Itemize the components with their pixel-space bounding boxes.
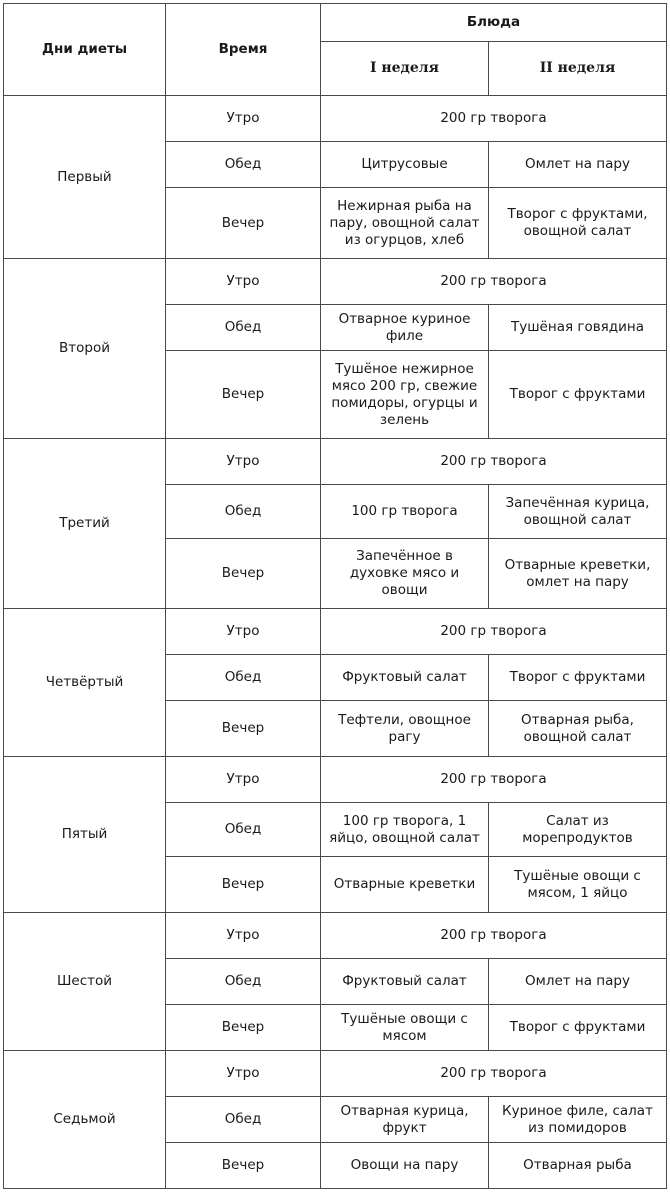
day-name: Второй [4, 259, 166, 439]
meal-both-weeks: 200 гр творога [321, 757, 667, 803]
meal-week-2: Отварные креветки, омлет на пару [489, 539, 667, 609]
day-name: Третий [4, 439, 166, 609]
meal-week-1: Нежирная рыба на пару, овощной салат из огурцов, хлеб [321, 188, 489, 259]
meal-week-1: Овощи на пару [321, 1143, 489, 1189]
meal-time: Обед [166, 142, 321, 188]
meal-week-1: Цитрусовые [321, 142, 489, 188]
meal-week-2: Творог с фруктами [489, 1005, 667, 1051]
meal-both-weeks: 200 гр творога [321, 259, 667, 305]
meal-week-1: 100 гр творога [321, 485, 489, 539]
table-row [4, 259, 667, 305]
meal-week-2: Тушёные овощи с мясом, 1 яйцо [489, 857, 667, 913]
meal-both-weeks: 200 гр творога [321, 96, 667, 142]
meal-week-1: 100 гр творога, 1 яйцо, овощной салат [321, 803, 489, 857]
meal-time: Утро [166, 609, 321, 655]
meal-week-2: Куриное филе, салат из помидоров [489, 1097, 667, 1143]
day-name: Седьмой [4, 1051, 166, 1189]
meal-week-2: Омлет на пару [489, 959, 667, 1005]
meal-time: Обед [166, 485, 321, 539]
table-row [4, 913, 667, 959]
meal-week-2: Тушёная говядина [489, 305, 667, 351]
day-name: Четвёртый [4, 609, 166, 757]
meal-time: Вечер [166, 857, 321, 913]
header-week-2: II неделя [489, 42, 667, 96]
meal-time: Обед [166, 655, 321, 701]
meal-time: Обед [166, 1097, 321, 1143]
day-name: Первый [4, 96, 166, 259]
meal-time: Вечер [166, 1005, 321, 1051]
day-name: Пятый [4, 757, 166, 913]
table-row [4, 439, 667, 485]
meal-time: Утро [166, 757, 321, 803]
day-name: Шестой [4, 913, 166, 1051]
header-time: Время [166, 4, 321, 96]
meal-week-1: Отварная курица, фрукт [321, 1097, 489, 1143]
meal-week-1: Фруктовый салат [321, 959, 489, 1005]
meal-week-2: Творог с фруктами [489, 351, 667, 439]
meal-week-1: Тушёное нежирное мясо 200 гр, свежие помидоры, огурцы и зелень [321, 351, 489, 439]
meal-week-1: Отварное куриное филе [321, 305, 489, 351]
meal-time: Утро [166, 96, 321, 142]
meal-time: Вечер [166, 1143, 321, 1189]
table-row [4, 96, 667, 142]
diet-table [3, 3, 667, 1189]
table-row [4, 1051, 667, 1097]
meal-time: Вечер [166, 188, 321, 259]
meal-week-1: Тушёные овощи с мясом [321, 1005, 489, 1051]
meal-week-2: Омлет на пару [489, 142, 667, 188]
meal-week-1: Тефтели, овощное рагу [321, 701, 489, 757]
meal-time: Обед [166, 959, 321, 1005]
meal-week-2: Отварная рыба [489, 1143, 667, 1189]
meal-time: Вечер [166, 351, 321, 439]
header-week-1: I неделя [321, 42, 489, 96]
meal-week-1: Запечённое в духовке мясо и овощи [321, 539, 489, 609]
meal-week-2: Отварная рыба, овощной салат [489, 701, 667, 757]
meal-both-weeks: 200 гр творога [321, 1051, 667, 1097]
meal-time: Утро [166, 439, 321, 485]
meal-time: Вечер [166, 539, 321, 609]
meal-both-weeks: 200 гр творога [321, 913, 667, 959]
header-days: Дни диеты [4, 4, 166, 96]
meal-both-weeks: 200 гр творога [321, 439, 667, 485]
meal-time: Обед [166, 803, 321, 857]
meal-week-2: Запечённая курица, овощной салат [489, 485, 667, 539]
meal-week-1: Фруктовый салат [321, 655, 489, 701]
meal-week-2: Творог с фруктами [489, 655, 667, 701]
meal-time: Вечер [166, 701, 321, 757]
header-row-top [4, 4, 667, 42]
table-row [4, 609, 667, 655]
table-row [4, 757, 667, 803]
meal-time: Утро [166, 1051, 321, 1097]
meal-time: Утро [166, 913, 321, 959]
meal-week-2: Салат из морепродуктов [489, 803, 667, 857]
meal-week-1: Отварные креветки [321, 857, 489, 913]
header-dishes: Блюда [321, 4, 667, 42]
meal-time: Утро [166, 259, 321, 305]
meal-time: Обед [166, 305, 321, 351]
meal-week-2: Творог с фруктами, овощной салат [489, 188, 667, 259]
meal-both-weeks: 200 гр творога [321, 609, 667, 655]
